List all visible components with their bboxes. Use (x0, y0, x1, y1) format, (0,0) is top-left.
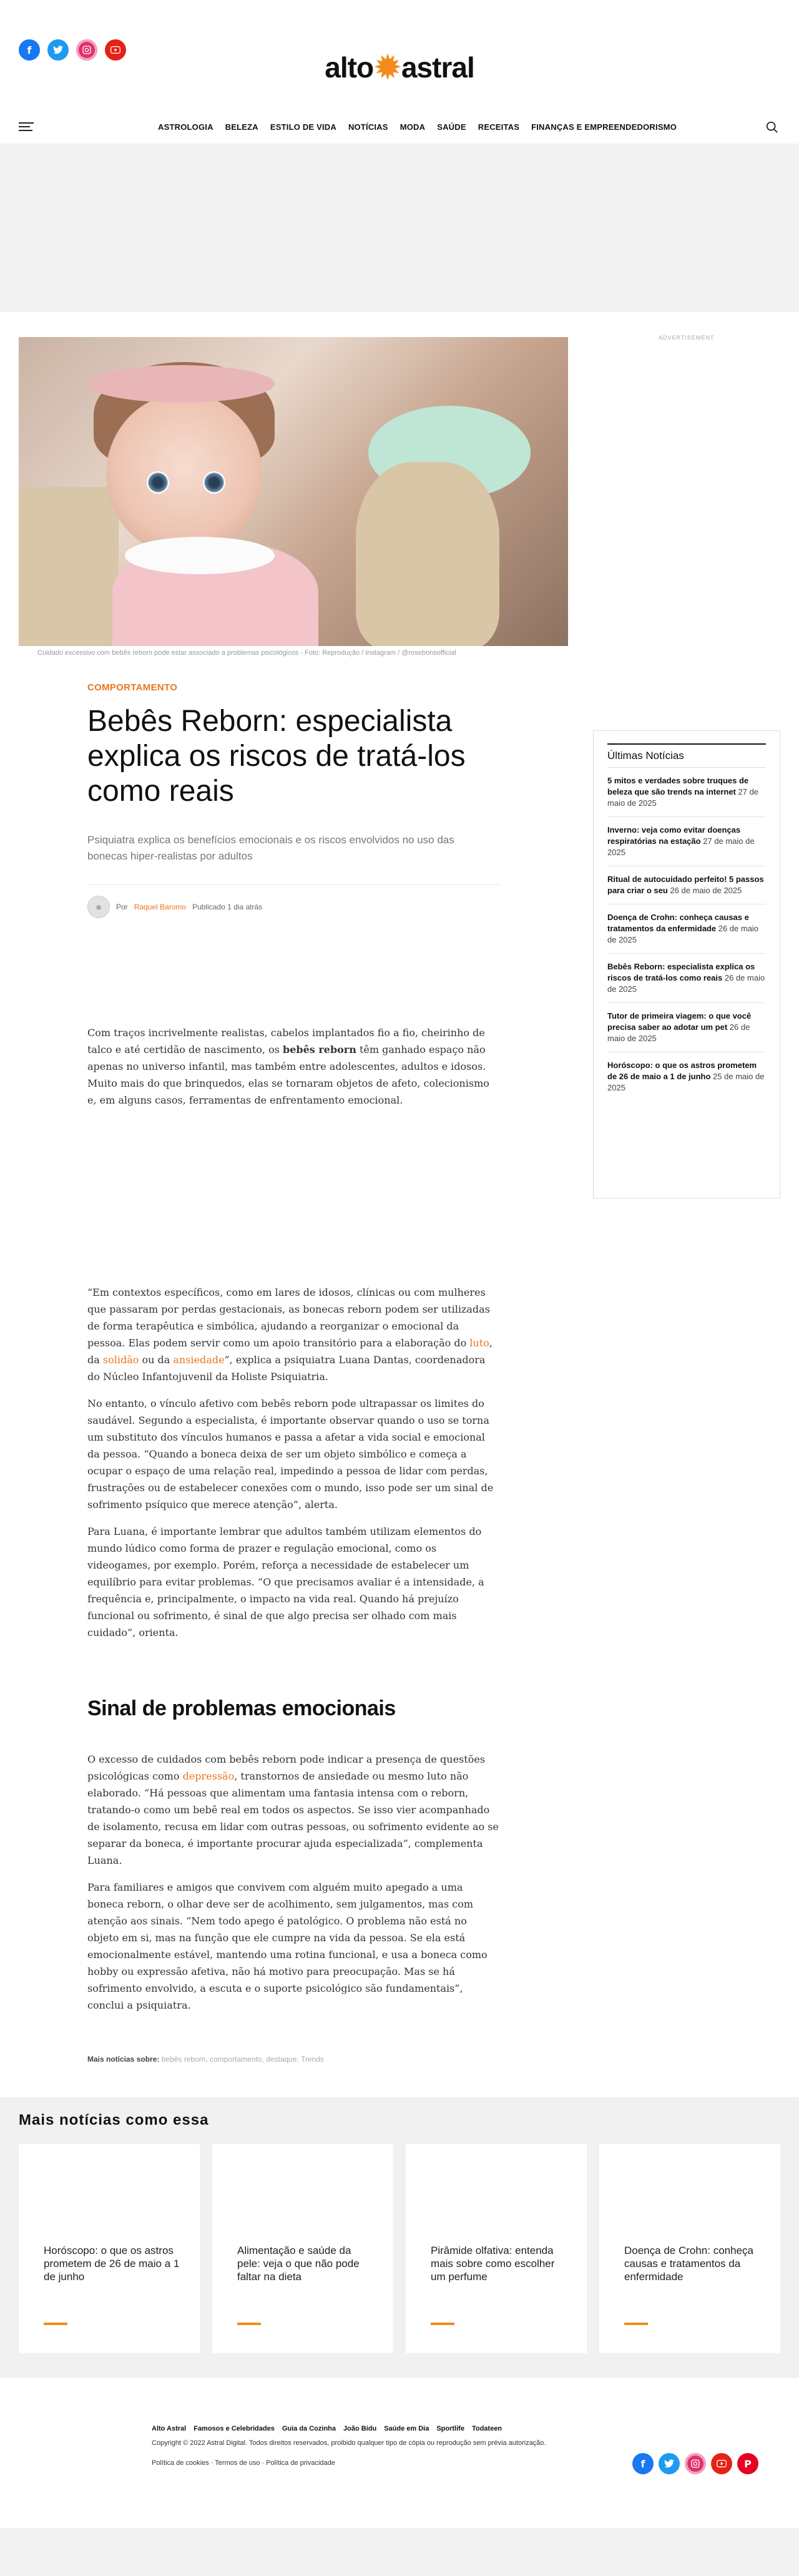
hero-image (19, 337, 568, 646)
related-news-card[interactable] (406, 2144, 587, 2353)
article-body-main (87, 1284, 499, 1651)
footer-link[interactable]: Guia da Cozinha (282, 2425, 336, 2432)
article-title: Bebês Reborn: especialista explica os riscos de tratá-los como reais (87, 705, 466, 808)
related-news-card[interactable] (599, 2144, 780, 2353)
card-title[interactable]: Alimentação e saúde da pele: veja o que não pode faltar na dieta (237, 2245, 360, 2283)
site-header (0, 0, 799, 109)
twitter-icon[interactable] (659, 2453, 680, 2474)
nav-item-noticias[interactable]: NOTÍCIAS (348, 122, 388, 132)
article-body-intro (87, 1024, 499, 1119)
paragraph: Para Luana, é importante lembrar que adultos também utilizam elementos do mundo lúdico como forma de prazer e regulação emocional, como os videogames, por exemplo. Porém, reforça a necessidade de estabelecer um equilíbrio para evitar problemas. “O que precisamos avaliar é a intensidade, a frequência e, principalmente, o impacto na vida real. Quando há prejuízo funcional ou sofrimento, é sinal de que algo precisa ser olhado com mais cuidado”, orienta. (87, 1526, 484, 1638)
advertisement-label: ADVERTISEMENT (659, 335, 715, 341)
article-body-section (87, 1751, 499, 2024)
tags-label: Mais notícias sobre: (87, 2055, 160, 2064)
published-date: Publicado 1 dia atrás (192, 903, 263, 911)
paragraph: Com traços incrivelmente realistas, cabelos implantados fio a fio, cheirinho de talco e até certidão de nascimento, os bebês reborn têm ganhado espaço não apenas no universo infantil, mas também entre adolescentes, adultos e idosos. Muito mais do que brinquedos, elas se tornaram objetos de afeto, colecionismo e, em alguns casos, ferramentas de enfrentamento emocional. (87, 1027, 489, 1106)
latest-news-item[interactable]: Tutor de primeira viagem: o que você precisa saber ao adotar um pet 26 de maio de 2025 (607, 1003, 766, 1052)
card-accent-bar (431, 2323, 454, 2325)
tags-list[interactable]: bebês reborn, comportamento, destaque, Trends (161, 2055, 324, 2064)
main-navigation (0, 112, 799, 144)
link-depressao[interactable]: depressão (182, 1770, 235, 1782)
footer-link[interactable]: Saúde em Dia (384, 2425, 429, 2432)
card-accent-bar (237, 2323, 261, 2325)
youtube-icon[interactable] (711, 2453, 732, 2474)
footer-link[interactable]: Alto Astral (152, 2425, 187, 2432)
byline-prefix: Por (116, 903, 128, 911)
section-heading: Sinal de problemas emocionais (87, 1697, 396, 1720)
instagram-icon[interactable] (685, 2453, 706, 2474)
copyright-text: Copyright © 2022 Astral Digital. Todos direitos reservados, proibido qualquer tipo de cópia ou reprodução sem prévia autorização. (152, 2439, 546, 2447)
byline-divider (87, 884, 499, 885)
latest-news-widget (593, 730, 780, 1198)
nav-item-saude[interactable]: SAÚDE (437, 122, 466, 132)
nav-item-estilo-de-vida[interactable]: ESTILO DE VIDA (270, 122, 336, 132)
bold-keyword: bebês reborn (283, 1044, 356, 1055)
image-caption: Cuidado excessivo com bebês reborn pode estar associado a problemas psicológicos - Foto: Reprodução / Instagram / @rosebonsofficial (37, 649, 456, 657)
footer-link[interactable]: Todateen (471, 2425, 502, 2432)
nav-item-beleza[interactable]: BELEZA (225, 122, 258, 132)
nav-menu (158, 122, 689, 132)
bottom-ad-band (0, 2528, 799, 2576)
footer-social-links (632, 2453, 758, 2474)
paragraph: “Em contextos específicos, como em lares de idosos, clínicas ou com mulheres que passaram por perdas gestacionais, as bonecas reborn podem ser utilizadas de forma terapêutica e simbólica, ajudando a reorganizar o emocional da pessoa. Elas podem servir como um apoio transitório para a elaboração do luto, da solidão ou da ansiedade”, explica a psiquiatra Luana Dantas, coordenadora do Núcleo Infantojuvenil da Holiste Psiquiatria. (87, 1286, 493, 1383)
footer-link[interactable]: Sportlife (436, 2425, 464, 2432)
logo-text-left: alto (325, 51, 374, 84)
instagram-icon[interactable] (76, 39, 97, 61)
footer-link[interactable]: Famosos e Celebridades (194, 2425, 275, 2432)
related-news-card[interactable] (212, 2144, 393, 2353)
related-news-title: Mais notícias como essa (19, 2112, 209, 2128)
article-category[interactable]: COMPORTAMENTO (87, 682, 178, 693)
facebook-icon[interactable]: f (632, 2453, 654, 2474)
header-social-links (19, 39, 126, 61)
search-icon[interactable] (765, 120, 779, 134)
article-subtitle: Psiquiatra explica os benefícios emocionais e os riscos envolvidos no uso das bonecas hiper-realistas por adultos (87, 834, 454, 862)
latest-news-item[interactable]: Doença de Crohn: conheça causas e tratamentos da enfermidade 26 de maio de 2025 (607, 904, 766, 954)
site-footer (0, 2425, 799, 2525)
youtube-icon[interactable] (105, 39, 126, 61)
paragraph: Para familiares e amigos que convivem com alguém muito apegado a uma boneca reborn, o olhar deve ser de acolhimento, sem julgamentos, mas com atenção aos sinais. “Nem todo apego é patológico. O problema não está no objeto em si, mas na função que ele cumpre na vida da pessoa. Se ela está emocionalmente estável, mantendo uma rotina funcional, e usa a boneca como hobby ou expressão afetiva, não há motivo para preocupação. Mas se há sofrimento envolvido, a escuta e o suporte psicológico são fundamentais”, conclui a psiquiatra. (87, 1881, 488, 2011)
logo-text-right: astral (401, 51, 474, 84)
card-accent-bar (624, 2323, 648, 2325)
card-accent-bar (44, 2323, 67, 2325)
article-tags (87, 2055, 324, 2064)
latest-news-title: Últimas Notícias (607, 743, 766, 768)
nav-item-financas[interactable]: FINANÇAS E EMPREENDEDORISMO (531, 122, 677, 132)
top-ad-banner (0, 144, 799, 312)
nav-item-receitas[interactable]: RECEITAS (478, 122, 520, 132)
latest-news-item[interactable]: 5 mitos e verdades sobre truques de beleza que são trends na internet 27 de maio de 2025 (607, 768, 766, 817)
pinterest-icon[interactable]: P (737, 2453, 758, 2474)
card-title[interactable]: Horóscopo: o que os astros prometem de 26 de maio a 1 de junho (44, 2245, 180, 2283)
author-avatar: ● (87, 896, 110, 918)
facebook-icon[interactable]: f (19, 39, 40, 61)
hamburger-menu-icon[interactable] (19, 120, 34, 135)
link-ansiedade[interactable]: ansiedade (173, 1354, 225, 1366)
paragraph: O excesso de cuidados com bebês reborn pode indicar a presença de questões psicológicas como depressão, transtornos de ansiedade ou mesmo luto não elaborado. “Há pessoas que alimentam uma fantasia intensa com o reborn, tratando-o como um bebê real em todos os aspectos. Se isso vier acompanhado de isolamento, recusa em lidar com outras pessoas, ou sofrimento evidente ao se separar da boneca, é importante procurar ajuda especializada”, complementa Luana. (87, 1753, 499, 1866)
byline (87, 896, 262, 918)
card-title[interactable]: Pirâmide olfativa: entenda mais sobre como escolher um perfume (431, 2245, 555, 2283)
sun-logo-icon: ✹ (375, 50, 400, 85)
latest-news-item[interactable]: Bebês Reborn: especialista explica os riscos de tratá-los como reais 26 de maio de 2025 (607, 954, 766, 1003)
related-news-section (0, 2097, 799, 2378)
nav-item-astrologia[interactable]: ASTROLOGIA (158, 122, 213, 132)
card-title[interactable]: Doença de Crohn: conheça causas e tratamentos da enfermidade (624, 2245, 753, 2283)
author-link[interactable]: Raquel Baromo (134, 903, 187, 911)
footer-link[interactable]: João Bidu (343, 2425, 377, 2432)
footer-links (152, 2425, 502, 2432)
latest-news-item[interactable]: Ritual de autocuidado perfeito! 5 passos para criar o seu 26 de maio de 2025 (607, 866, 766, 904)
latest-news-item[interactable]: Inverno: veja como evitar doenças respiratórias na estação 27 de maio de 2025 (607, 817, 766, 866)
nav-item-moda[interactable]: MODA (400, 122, 426, 132)
policy-links[interactable]: Política de cookies · Termos de uso · Política de privacidade (152, 2459, 335, 2467)
latest-news-item[interactable]: Horóscopo: o que os astros prometem de 26 de maio a 1 de junho 25 de maio de 2025 (607, 1060, 765, 1092)
paragraph: No entanto, o vínculo afetivo com bebês reborn pode ultrapassar os limites do saudável. Segundo a especialista, é importante observar quando o uso se torna um substituto dos vínculos humanos e passa a afetar a vida social e emocional da pessoa. “Quando a boneca deixa de ser um objeto simbólico e começa a ocupar o espaço de uma relação real, impedindo a pessoa de lidar com perdas, frustrações ou de estabelecer conexões com o mundo, isso pode ser um sinal de sofrimento psíquico que merece atenção”, alerta. (87, 1398, 494, 1511)
link-luto[interactable]: luto (469, 1337, 489, 1349)
related-news-card[interactable] (19, 2144, 200, 2353)
site-logo[interactable] (312, 49, 487, 86)
link-solidao[interactable]: solidão (102, 1354, 139, 1366)
twitter-icon[interactable] (47, 39, 69, 61)
